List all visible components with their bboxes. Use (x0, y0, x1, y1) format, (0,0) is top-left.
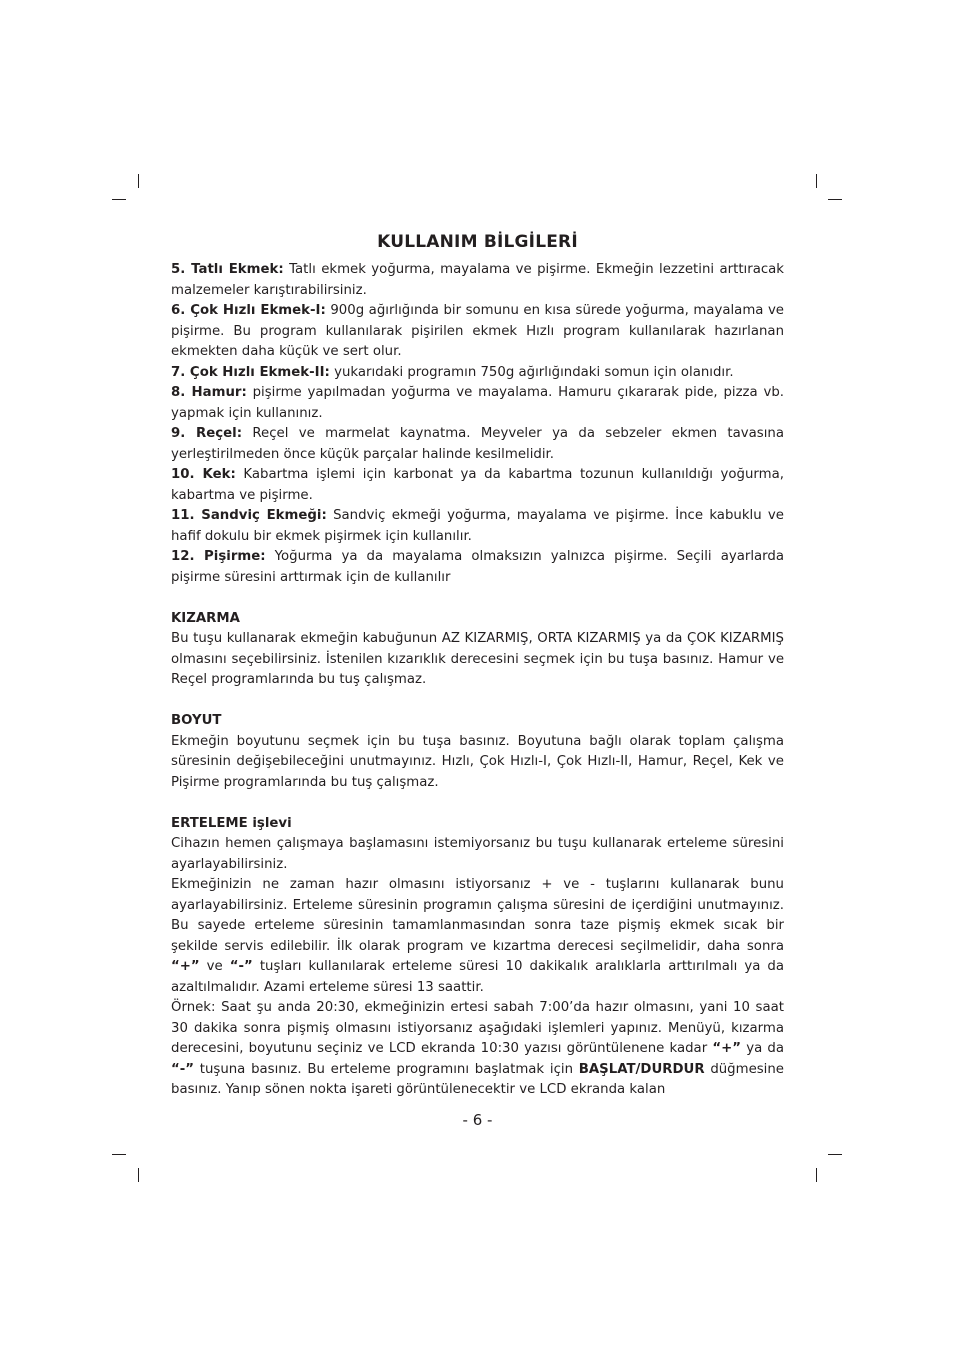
crop-mark-top-left-h (112, 199, 126, 200)
program-text: yukarıdaki programın 750g ağırlığındaki somun için olanıdır. (334, 364, 734, 380)
program-item-8 (171, 383, 784, 424)
program-item-9 (171, 424, 784, 465)
section-text-boyut: Ekmeğin boyutunu seçmek için bu tuşa basınız. Boyutuna bağlı olarak toplam çalışma süresinin değişebileceğini unutmayınız. Hızlı, Çok Hızlı-I, Çok Hızlı-II, Hamur, Reçel, Kek ve Pişirme programlarında bu tuş çalışmaz. (171, 733, 784, 790)
program-label: 5. Tatlı Ekmek: (171, 262, 284, 277)
conjunction: ve (206, 959, 223, 974)
crop-mark-top-right-h (828, 199, 842, 200)
program-label: 11. Sandviç Ekmeği: (171, 508, 327, 523)
crop-mark-bottom-right-v (816, 1168, 817, 1182)
program-item-12 (171, 547, 784, 588)
start-stop-key-label: BAŞLAT/DURDUR (578, 1061, 705, 1077)
plus-key-label: “+” (712, 1041, 741, 1056)
example-text: tuşuna basınız. Bu erteleme programını başlatmak için (199, 1061, 573, 1077)
conjunction: ya da (746, 1041, 784, 1056)
section-heading-kizarma: KIZARMA (171, 610, 240, 626)
crop-mark-bottom-right-h (828, 1154, 842, 1155)
program-label: 9. Reçel: (171, 426, 243, 441)
erteleme-paragraph-2 (171, 875, 784, 998)
example-text: düğmesine basınız. Yanıp sönen nokta işareti görüntülenecektir ve LCD ekranda kalan (171, 1061, 784, 1097)
page-content (171, 260, 784, 1101)
program-item-7 (171, 363, 784, 384)
page-number: - 6 - (462, 1111, 493, 1129)
erteleme-example (171, 998, 784, 1101)
minus-key-label: “-” (229, 959, 253, 974)
program-label: 6. Çok Hızlı Ekmek-I: (171, 303, 326, 318)
program-text: Tatlı ekmek yoğurma, mayalama ve pişirme. Ekmeğin lezzetini arttıracak malzemeler karıştırabilirsiniz. (171, 262, 784, 298)
plus-key-label: “+” (171, 959, 200, 974)
crop-mark-top-left-v (138, 174, 139, 188)
page-title: KULLANIM BİLGİLERİ (377, 232, 578, 252)
program-text: Reçel ve marmelat kaynatma. Meyveler ya da sebzeler ekmen tavasına yerleştirilmeden önce küçük parçalar halinde kesilmelidir. (171, 426, 785, 462)
erteleme-paragraph-1: Cihazın hemen çalışmaya başlamasını istemiyorsanız bu tuşu kullanarak erteleme süresini ayarlayabilirsiniz. (171, 836, 784, 872)
program-label: 12. Pişirme: (171, 549, 266, 564)
program-text: Yoğurma ya da mayalama olmaksızın yalnızca pişirme. Seçili ayarlarda pişirme süresini arttırmak için de kullanılır (171, 549, 784, 585)
program-label: 8. Hamur: (171, 385, 247, 400)
program-item-11 (171, 506, 784, 547)
program-text: 900g ağırlığında bir somunu en kısa sürede yoğurma, mayalama ve pişirme. Bu program kullanılarak pişirilen ekmek Hızlı program kullanılarak hazırlanan ekmekten daha küçük ve sert olur. (171, 303, 784, 359)
minus-key-label: “-” (171, 1061, 194, 1077)
program-item-10 (171, 465, 784, 506)
program-label: 7. Çok Hızlı Ekmek-II: (171, 364, 330, 380)
program-text: Sandviç ekmeği yoğurma, mayalama ve pişirme. İnce kabuklu ve hafif dokulu bir ekmek pişirmek için kullanılır. (171, 508, 784, 544)
example-text: Örnek: Saat şu anda 20:30, ekmeğinizin ertesi sabah 7:00’da hazır olmasını, yani 10 saat 30 dakika sonra pişmiş olmasını istiyorsanız aşağıdaki işlemleri yapınız. Menüyü, kızarma derecesini, boyutunu seçiniz ve LCD ekranda 10:30 yazısı görüntülenene kadar (171, 1000, 784, 1056)
crop-mark-top-right-v (816, 174, 817, 188)
program-label: 10. Kek: (171, 467, 236, 482)
crop-mark-bottom-left-v (138, 1168, 139, 1182)
erteleme-text: Ekmeğinizin ne zaman hazır olmasını istiyorsanız + ve - tuşlarını kullanarak bunu ayarlayabilirsiniz. Erteleme süresinin programın çalışma süresini de içerdiğini unutmayınız. Bu sayede erteleme süresinin tamamlanmasından sonra taze pişmiş ekmek sıcak bir şekilde servis edilebilir. İlk olarak program ve kızartma derecesi seçilmelidir, daha sonra (171, 877, 784, 954)
section-text-kizarma: Bu tuşu kullanarak ekmeğin kabuğunun AZ KIZARMIŞ, ORTA KIZARMIŞ ya da ÇOK KIZARMIŞ olmasını seçebilirsiniz. İstenilen kızarıklık derecesini seçmek için bu tuşa basınız. Hamur ve Reçel programlarında bu tuş çalışmaz. (171, 631, 784, 687)
erteleme-text: tuşları kullanılarak erteleme süresi 10 dakikalık aralıklarla arttırılmalı ya da azaltılmalıdır. Azami erteleme süresi 13 saattir. (171, 959, 784, 995)
program-text: Kabartma işlemi için karbonat ya da kabartma tozunun kullanıldığı yoğurma, kabartma ve pişirme. (171, 467, 784, 503)
crop-mark-bottom-left-h (112, 1154, 126, 1155)
section-heading-boyut: BOYUT (171, 713, 222, 728)
section-heading-erteleme: ERTELEME işlevi (171, 815, 292, 831)
program-item-6 (171, 301, 784, 363)
program-item-5 (171, 260, 784, 301)
program-text: pişirme yapılmadan yoğurma ve mayalama. Hamuru çıkararak pide, pizza vb. yapmak için kullanınız. (171, 385, 785, 421)
